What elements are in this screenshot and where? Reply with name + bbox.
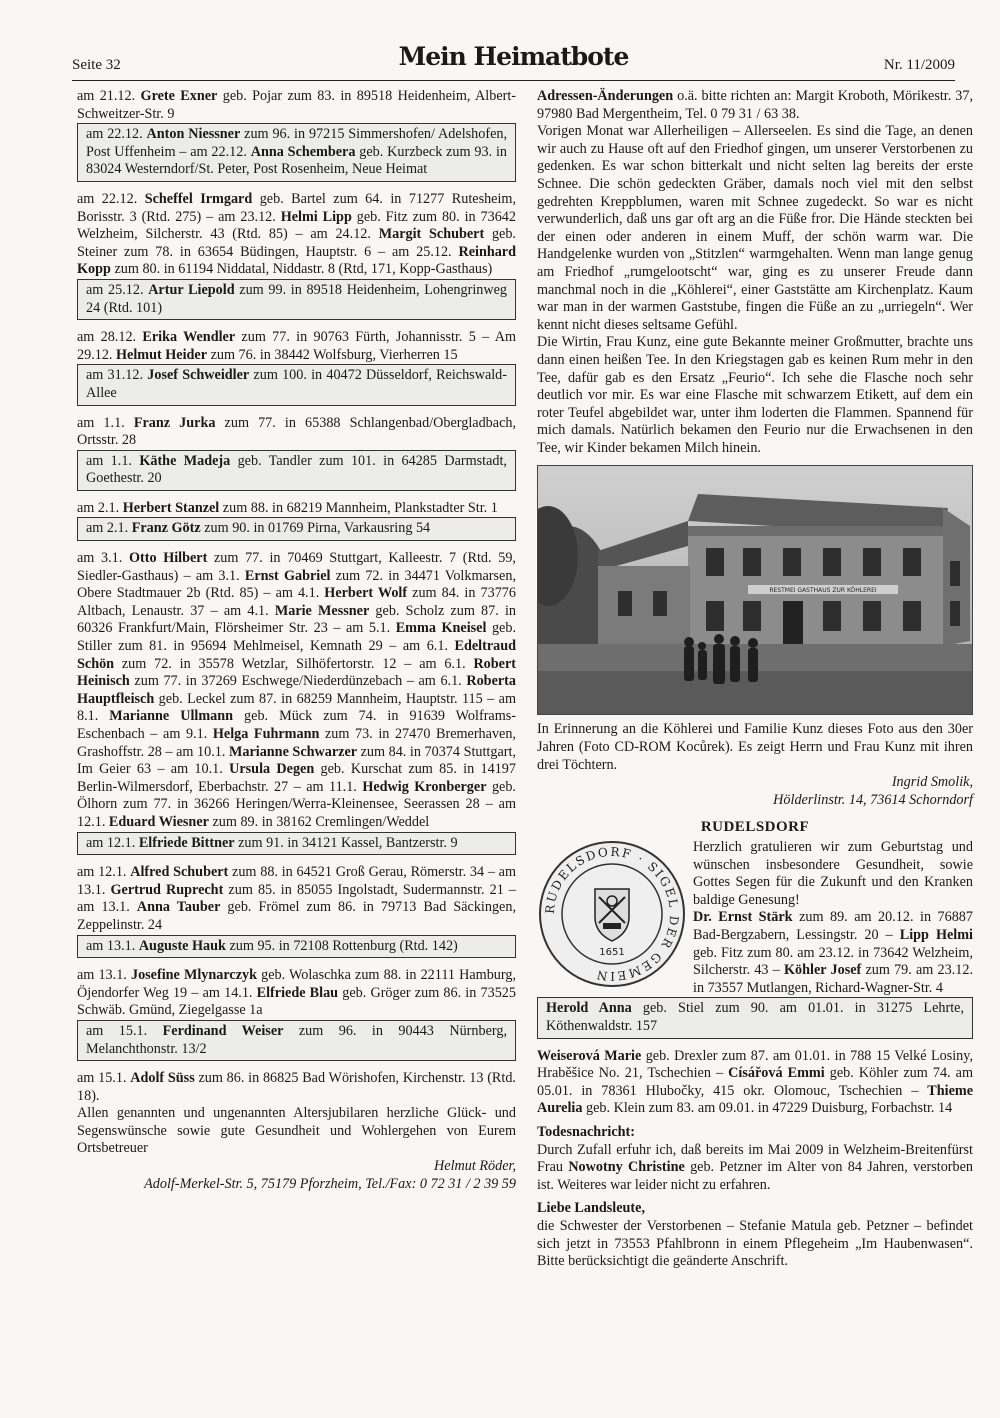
entry-text: am 22.12. [77,190,145,207]
birthday-entry [77,329,516,364]
person-name: Elfriede Bittner [138,834,235,851]
entry-text: geb. Frömel zum 86. in 79713 Bad Säckingen, Zeppelinstr. 24 [77,899,516,933]
person-name: Josef Schweidler [147,367,250,384]
highlight-box [77,279,516,320]
address-change-notice [537,88,973,123]
entry-text: am 1.1. [77,414,134,431]
entry-text: zum 77. in 65388 Schlangenbad/Obergladbach, Ortsstr. 28 [77,414,517,449]
entry-text: zum 85. in 85055 Ingolstadt, Sudermannstr. 21 – am 13.1. [77,881,516,916]
person-name: Alfred Schubert [130,864,229,881]
story-paragraph: Die Wirtin, Frau Kunz, eine gute Bekannte meiner Großmutter, brachte uns dann einen heißen Tee. In den Kriegstagen gab es keinen Rum mehr in den Tee, dafür gab es den Ersatz „Feurio“. Ich sehe die Flasche noch sehr deutlich vor mir. Es war eine Flasche mit schwarzem Etikett, auf dem ein roter Teufel abgebildet war, unter ihm loderten die Flammen. Spannend für mich damals. Natürlich bekamen den Feurio nur die Erwachsenen in den Tee, wir Kinder bekamen Milch hinein. [537,334,973,456]
entry-text: zum 91. in 34121 Kassel, Bantzerstr. 9 [234,834,458,851]
birthday-entry [77,500,516,518]
entry-text: zum 72. in 34471 Volkmarsen, Obere Stadtmauer 2b (Rtd. 85) – am 4.1. [77,567,516,602]
birthday-entry [77,88,516,123]
birthday-entry [537,1048,973,1118]
highlight-box [77,517,516,541]
death-notice-title: Todesnachricht: [537,1123,636,1140]
person-name: Ferdinand Weiser [162,1022,284,1039]
entry-text: zum 99. in 89518 Heidenheim, Lohengrinweg 24 (Rtd. 101) [86,281,507,316]
birthday-entry [77,415,516,450]
person-name: Helga Fuhrmann [212,726,320,742]
person-name: Erika Wendler [142,329,236,346]
person-name: Thieme Aurelia [537,1082,973,1117]
entry-text: zum 80. in 61194 Niddatal, Niddastr. 8 (Rtd, 171, Kopp-Gasthaus) [110,261,493,278]
highlight-box [77,450,516,491]
person-name: Dr. Ernst Stärk [693,909,793,926]
masthead-title: Mein Heimatbote [398,42,629,71]
birthday-entry [77,967,516,1020]
entry-text: zum 77. in 37269 Eschwege/Niederdünzebach – am 6.1. [129,673,467,690]
caption-author: Ingrid Smolik, [891,774,973,791]
person-name: Eduard Wiesner [108,813,209,830]
person-name: Ursula Degen [229,761,315,778]
person-name: Käthe Madeja [139,452,231,469]
entry-text: am 1.1. [86,452,140,469]
entry-text: am 22.12. [86,126,147,143]
person-name: Helmi Lipp [280,208,352,225]
entry-text: zum 73. in 27470 Bremerhaven, Grashoffstr. 28 – am 10.1. [77,726,516,760]
historic-photo [537,465,973,715]
entry-text: geb. Petzner im Alter von 84 Jahren, verstorben ist. Weiteres war leider nicht zu erfahren. [537,1159,974,1193]
birthday-entry [86,938,507,956]
photo-caption: In Erinnerung an die Köhlerei und Familie Kunz dieses Foto aus den 30er Jahren (Foto CD-ROM Kocůrek). Es zeigt Herrn und Frau Kunz mit ihren drei Töchtern. [537,721,973,773]
birthday-entry [86,835,507,853]
entry-text: geb. Klein zum 83. am 09.01. in 47229 Duisburg, Forbachstr. 14 [582,1100,953,1117]
person-name: Herold Anna [546,1000,632,1017]
person-name: Robert Heinisch [77,655,516,690]
entry-text: zum 84. in 70374 Stuttgart, Im Geier 63 – am 10.1. [77,743,516,778]
entry-text: geb. Pojar zum 83. in 89518 Heidenheim, Albert-Schweitzer-Str. 9 [77,88,517,122]
entry-text: zum 77. in 70469 Stuttgart, Kalleestr. 7 (Rtd. 59, Siedler-Gasthaus) – am 3.1. [77,550,516,584]
letter-text: die Schwester der Verstorbenen – Stefanie Matula geb. Petzner – befindet sich jetzt in 73553 Pfahlbronn in einem Pflegeheim „Im Haubenwasen“. Bitte berücksichtigt die geänderte Anschrift. [537,1217,973,1270]
birthday-entry [86,520,507,538]
seal-emblem-icon [537,839,687,989]
entry-text: geb. Mück zum 74. in 91639 Wolframs-Eschenbach – am 9.1. [77,708,516,742]
entry-text: zum 77. in 90763 Fürth, Johannisstr. 5 – Am 29.12. [77,329,517,363]
entry-text: geb. Ölhorn zum 77. in 36266 Heringen/Werra-Kleinensee, Seerassen 28 – am 12.1. [77,778,516,830]
person-name: Josefine Mlynarczyk [130,967,257,984]
entry-text: am 2.1. [86,520,132,537]
person-name: Herbert Stanzel [122,499,220,516]
entry-text: geb. Wolaschka zum 88. in 22111 Hamburg, Öjendorfer Weg 19 – am 14.1. [77,967,516,1001]
person-name: Scheffel Irmgard [144,190,253,207]
entry-text: geb. Fitz zum 80. am 23.12. in 73642 Welzheim, Silcherstr. 43 – [693,944,973,979]
entry-text: o.ä. bitte richten an: Margit Kroboth, Mörikestr. 37, 97980 Bad Mergentheim, Tel. 0 79 31 / 63 38. [537,88,973,122]
person-name: Ernst Gabriel [244,567,331,584]
birthday-entry [86,367,507,402]
entry-text: geb. Leckel zum 87. in 68259 Mannheim, Hauptstr. 115 – am 8.1. [77,690,516,725]
author-name: Helmut Röder, [434,1158,516,1175]
highlight-box [77,935,516,959]
entry-text: geb. Gröger zum 86. in 73525 Schwäb. Gmünd, Ziegelgasse 1a [77,984,516,1019]
person-name: Lipp Helmi [899,927,973,943]
page-number: Seite 32 [72,57,121,73]
entry-text: geb. Scholz zum 87. in 60326 Frankfurt/Main, Flörsheimer Str. 23 – am 5.1. [77,602,516,637]
entry-text: zum 79. am 23.12. in 73557 Mutlangen, Richard-Wagner-Str. 4 [693,962,974,996]
entry-text: zum 86. in 86825 Bad Wörishofen, Kirchenstr. 13 (Rtd. 18). [77,1070,516,1104]
person-name: Otto Hilbert [128,550,208,567]
entry-text: zum 88. in 68219 Mannheim, Plankstadter Str. 1 [219,499,498,516]
highlight-box [77,364,516,405]
person-name: Grete Exner [140,88,218,104]
person-name: Marie Messner [274,602,370,619]
entry-text: zum 88. in 64521 Groß Gerau, Römerstr. 34 – am 13.1. [77,864,516,898]
entry-text: am 3.1. [77,550,129,567]
person-name: Gertrud Ruprecht [110,881,224,898]
entry-text: geb. Drexler zum 87. am 01.01. in 788 15 Velké Losiny, Hraběšice No. 21, Tschechien – [537,1047,973,1082]
highlight-box [77,1020,516,1061]
person-name: Weiserová Marie [537,1047,642,1064]
person-name: Marianne Ullmann [109,708,234,725]
person-name: Margit Schubert [378,226,485,243]
person-name: Anna Schembera [250,143,356,160]
birthday-entry [77,191,516,279]
entry-text: geb. Stiller zum 81. in 95694 Mehlmeisel, Kemnath 29 – am 6.1. [77,620,516,655]
closing-greeting: Allen genannten und ungenannten Altersjubilaren herzliche Glück- und Segenswünsche sowie gute Gesundheit und Wohlergehen von Eurem Ortsbetreuer [77,1105,516,1157]
entry-text: zum 89. am 20.12. in 76887 Bad-Bergzabern, Lessingstr. 20 – [693,909,973,943]
person-name: Hedwig Kronberger [362,778,487,795]
entry-text: geb. Kurzbeck zum 93. in 83024 Westerndorf/St. Peter, Post Rosenheim, Neue Heimat [86,143,507,178]
entry-text: zum 90. in 01769 Pirna, Varkausring 54 [200,520,431,537]
entry-text: zum 89. in 38162 Cremlingen/Weddel [208,813,430,830]
entry-text: am 21.12. [77,88,141,104]
section-heading: RUDELSDORF [700,819,810,836]
congratulations-text: Herzlich gratulieren wir zum Geburtstag und wünschen insbesondere Gesundheit, sowie Gottes Segen für die Zukunft und den Kranken baldige Genesung! [693,839,973,908]
caption-address: Hölderlinstr. 14, 73614 Schorndorf [773,791,973,808]
signature-line [77,1158,516,1176]
person-name: Edeltraud Schön [77,638,516,672]
birthday-entry [77,1070,516,1105]
entry-text: Durch Zufall erfuhr ich, daß bereits im Mai 2009 in Welzheim-Breitenfürst Frau [537,1141,973,1176]
birthday-entry [86,282,507,317]
entry-text: geb. Köhler zum 74. am 05.01. in 78361 Hlubočky, 415 okr. Olomouc, Tschechien – [537,1065,973,1099]
entry-text: am 25.12. [86,281,149,298]
seal-year: 1651 [599,947,625,959]
highlight-box [77,123,516,182]
entry-text: am 28.12. [77,329,143,346]
entry-text: geb. Tandler zum 101. in 64285 Darmstadt, Goethestr. 20 [86,452,507,487]
person-name: Köhler Josef [784,962,862,979]
person-name: Helmut Heider [116,346,208,363]
death-notice-text [537,1142,973,1195]
birthday-entry [86,126,507,179]
story-paragraph: Vorigen Monat war Allerheiligen – Allerseelen. Es sind die Tage, an denen wir auch zu Hause oft auf den Friedhof gingen, um unserer Verstorbenen zu gedenken. Es war schon bitterkalt und nicht selten lag bereits der erste Schnee. Die schön gedeckten Gräber, damals noch viel mit den selbst gedrehten Kreppblumen, waren mit Schnee zugedeckt. So war es nicht verwunderlich, daß uns gar oft arg an die Füße fror. Die Hände steckten bei der einen oder anderen in einem Muff, der schön warm war. Die Handgelenke wurden von „Stitzlen“ warmgehalten. Wenn man lange genug am Friedhof „rumgelootscht“ war, ging es zu unserer Freude dann manchmal noch in die „Köhlerei“, einer Gaststätte am Kirchenplatz. Kaum war man in der warmen Gaststube, fingen die Füße an zu „urriegeln“. Wer kennt nicht dieses seltsame Gefühl. [537,123,973,333]
person-name: Franz Götz [131,520,201,537]
person-name: Adressen-Änderungen [537,88,674,104]
entry-text: zum 96. in 97215 Simmershofen/ Adelshofen, Post Uffenheim – am 22.12. [86,126,508,160]
birthday-entry [86,453,507,488]
left-column [77,88,516,1193]
entry-text: am 13.1. [77,967,131,984]
person-name: Auguste Hauk [138,937,226,954]
author-address: Adolf-Merkel-Str. 5, 75179 Pforzheim, Tel./Fax: 0 72 31 / 2 39 59 [144,1175,516,1192]
person-name: Adolf Süss [130,1070,195,1087]
highlight-box [537,997,973,1038]
entry-text: geb. Bartel zum 64. in 71277 Rutesheim, Borisstr. 3 (Rtd. 275) – am 23.12. [77,190,517,225]
entry-text: geb. Steiner zum 78. in 63654 Büdingen, Hauptstr. 6 – am 25.12. [77,226,516,260]
page-header [72,40,955,81]
person-name: Nowotny Christine [568,1159,685,1176]
birthday-entry [77,864,516,934]
letter-salutation: Liebe Landsleute, [537,1200,645,1217]
entry-text: geb. Kurschat zum 85. in 14197 Berlin-Wilmersdorf, Eberbachstr. 27 – am 11.1. [77,761,516,795]
person-name: Marianne Schwarzer [228,743,358,760]
birthday-entry [546,1000,964,1035]
person-name: Reinhard Kopp [77,243,516,278]
entry-text: zum 76. in 38442 Wolfsburg, Vierherren 15 [207,346,458,363]
entry-text: geb. Stiel zum 90. am 01.01. in 31275 Lehrte, Köthenwaldstr. 157 [546,1000,964,1034]
person-name: Císářová Emmi [728,1065,825,1082]
person-name: Anton Niessner [146,126,241,143]
person-name: Anna Tauber [136,899,221,916]
entry-text: zum 96. in 90443 Nürnberg, Melanchthonstr. 13/2 [86,1022,507,1057]
entry-text: am 12.1. [86,834,139,851]
entry-text: zum 84. in 73776 Altbach, Lenaustr. 37 – am 4.1. [77,585,516,619]
entry-text: am 12.1. [77,864,131,881]
person-name: Emma Kneisel [395,620,487,637]
birthday-entry [77,550,516,832]
person-name: Franz Jurka [133,414,216,431]
person-name: Roberta Hauptfleisch [77,673,516,707]
seal-text: RUDELSDORF · SIGEL DER GEMEIN [542,844,682,984]
entry-text: am 2.1. [77,499,123,516]
person-name: Artur Liepold [148,281,235,298]
entry-text: zum 100. in 40472 Düsseldorf, Reichswald-Allee [86,367,507,401]
entry-text: geb. Fitz zum 80. in 73642 Welzheim, Silcherstr. 43 (Rtd. 85) – am 24.12. [77,208,516,243]
rudelsdorf-seal [537,839,687,989]
entry-text: am 15.1. [86,1022,163,1039]
person-name: Herbert Wolf [324,585,408,602]
inn-sign-text: RESTMEI GASTHAUS ZUR KÖHLEREI [769,587,877,595]
inn-building-image [538,466,972,714]
entry-text: zum 95. in 72108 Rottenburg (Rtd. 142) [225,937,458,954]
birthday-entry [86,1023,507,1058]
right-column [537,88,973,1271]
entry-text: am 15.1. [77,1070,131,1087]
entry-text: zum 72. in 35578 Wetzlar, Silhöfertorstr. 12 – am 6.1. [114,655,474,672]
entry-text: am 31.12. [86,367,148,384]
issue-number: Nr. 11/2009 [883,57,955,73]
person-name: Elfriede Blau [256,984,339,1001]
entry-text: am 13.1. [86,937,139,954]
highlight-box [77,832,516,856]
